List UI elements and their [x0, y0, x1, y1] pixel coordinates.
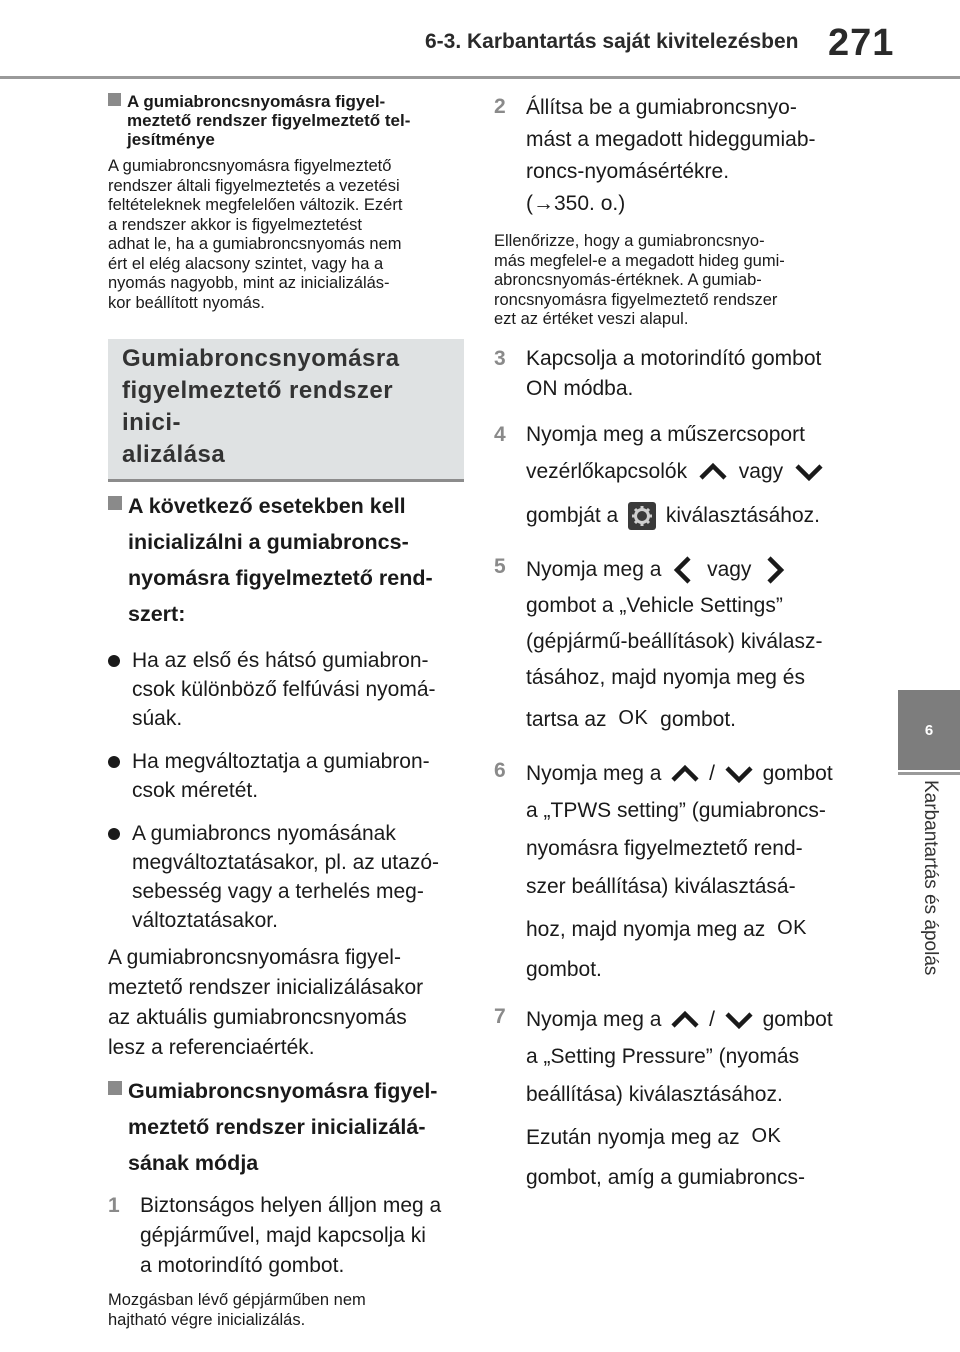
step-text: Ezután nyomja meg az	[526, 1125, 740, 1149]
warning-performance-heading	[108, 92, 464, 149]
step-number: 4	[494, 422, 506, 446]
text-line: A gumiabroncsnyomásra figyel-	[108, 946, 401, 969]
square-bullet-icon	[108, 496, 122, 510]
step-line: gépjárművel, majd kapcsolja ki	[140, 1224, 426, 1247]
chevron-up-icon	[667, 1009, 703, 1031]
text-line: A gumiabroncsnyomásra figyelmeztető	[108, 157, 392, 175]
text-line: ért el elég alacsony szintet, vagy ha a	[108, 254, 384, 273]
bullet-line: Ha az első és hátsó gumiabron-	[132, 649, 429, 672]
step-line: (gépjármű-beállítások) kiválasz-	[526, 629, 823, 653]
step-text: kiválasztásához.	[665, 503, 820, 527]
step-line: Nyomja meg a műszercsoport	[526, 422, 805, 446]
step-number: 2	[494, 95, 506, 118]
heading-line: A következő esetekben kell	[128, 494, 406, 518]
square-bullet-icon	[108, 1081, 122, 1095]
step-line: roncs-nyomásértékre.	[526, 160, 730, 183]
page-number: 271	[828, 22, 895, 64]
bullet-dot-icon	[108, 756, 120, 768]
step-text: gombot	[762, 761, 833, 785]
step-line: mást a megadott hideggumiab-	[526, 128, 816, 151]
step-line: Állítsa be a gumiabroncsnyo-	[526, 96, 797, 119]
step-2-note	[494, 232, 850, 330]
step-line: gombot, amíg a gumiabroncs-	[526, 1165, 805, 1189]
square-bullet-icon	[108, 93, 121, 106]
text-line: rendszer általi figyelmeztetés a vezetési	[108, 176, 400, 195]
step-text: vagy	[707, 557, 752, 581]
step-text: Nyomja meg a	[526, 557, 662, 581]
header-title: 6-3. Karbantartás saját kivitelezésben	[425, 30, 799, 53]
step-text: vezérlőkapcsolók	[526, 459, 688, 483]
ok-button-symbol: OK	[751, 1124, 782, 1147]
chevron-right-icon	[757, 554, 791, 586]
chapter-tab-rule	[898, 772, 960, 775]
step-text: Nyomja meg a	[526, 1007, 662, 1031]
chevron-down-icon	[721, 763, 757, 785]
section-title-line: alizálása	[122, 441, 226, 468]
chevron-up-icon	[667, 763, 703, 785]
step-line: beállítása) kiválasztásához.	[526, 1082, 783, 1106]
chevron-left-icon	[667, 554, 701, 586]
step-text: Nyomja meg a	[526, 761, 662, 785]
note-line: hajtható végre inicializálás.	[108, 1310, 306, 1329]
step-number: 7	[494, 1004, 506, 1028]
text-line: lesz a referenciaérték.	[108, 1036, 315, 1059]
step-line: a „Setting Pressure” (nyomás	[526, 1044, 800, 1068]
step-line: ON módba.	[526, 376, 634, 400]
bullet-item	[108, 646, 464, 733]
bullet-line: csok méretét.	[132, 779, 259, 802]
note-line: Mozgásban lévő gépjárműben nem	[108, 1291, 366, 1309]
text-line: az aktuális gumiabroncsnyomás	[108, 1006, 407, 1029]
text-line: meztető rendszer inicializálásakor	[108, 976, 424, 999]
right-column	[494, 92, 850, 1196]
step-1	[108, 1191, 464, 1281]
step-line: Kapcsolja a motorindító gombot	[526, 346, 822, 370]
bullet-item	[108, 819, 464, 935]
section-title-line: figyelmeztető rendszer inici-	[122, 377, 394, 436]
step-2	[494, 92, 850, 220]
step-line: nyomásra figyelmeztető rend-	[526, 836, 803, 860]
bullet-item	[108, 747, 464, 805]
text-line: adhat le, ha a gumiabroncsnyomás nem	[108, 235, 402, 253]
initialization-method-heading	[108, 1073, 464, 1181]
step-1-note	[108, 1291, 464, 1330]
step-5	[494, 552, 850, 742]
step-text: /	[709, 1007, 715, 1031]
step-number: 6	[494, 758, 506, 782]
text-line: a rendszer akkor is figyelmeztetést	[108, 215, 363, 234]
heading-line: inicializálni a gumiabroncs-	[128, 530, 409, 554]
note-line: abroncsnyomás-értéknek. A gumiab-	[494, 271, 762, 289]
heading-line: sának módja	[128, 1151, 259, 1175]
bullet-line: változtatásakor.	[132, 909, 278, 932]
heading-line: nyomásra figyelmeztető rend-	[128, 566, 433, 590]
step-text: /	[709, 761, 715, 785]
step-4	[494, 420, 850, 538]
bullet-line: súak.	[132, 707, 183, 730]
chevron-down-icon	[721, 1009, 757, 1031]
bullet-line: sebesség vagy a terhelés meg-	[132, 880, 424, 903]
note-line: Ellenőrizze, hogy a gumiabroncsnyo-	[494, 232, 765, 250]
step-number: 3	[494, 346, 506, 370]
text-line: kor beállított nyomás.	[108, 293, 265, 312]
left-column	[108, 92, 464, 1330]
step-line: tásához, majd nyomja meg és	[526, 665, 805, 689]
ok-button-symbol: OK	[777, 916, 808, 939]
bullet-dot-icon	[108, 655, 120, 667]
heading-line: A gumiabroncsnyomásra figyel-	[127, 92, 386, 111]
chapter-tab-label: Karbantartás és ápolás	[920, 780, 941, 976]
bullet-dot-icon	[108, 828, 120, 840]
text-line: nyomás nagyobb, mint az inicializálás-	[108, 274, 390, 292]
step-text: tartsa az	[526, 707, 607, 731]
when-to-initialize-heading	[108, 488, 464, 632]
step-3	[494, 344, 850, 404]
bullet-line: megváltoztatásakor, pl. az utazó-	[132, 851, 439, 874]
heading-line: jesítménye	[127, 130, 215, 149]
step-line: a „TPWS setting” (gumiabroncs-	[526, 798, 826, 822]
step-6	[494, 756, 850, 988]
step-text: gombját a	[526, 503, 619, 527]
text-line: feltételeknek megfelelően változik. Ezért	[108, 196, 403, 214]
chapter-tab-number: 6	[898, 690, 960, 770]
note-line: ezt az értéket veszi alapul.	[494, 310, 689, 328]
step-number: 5	[494, 554, 506, 578]
step-line: szer beállítása) kiválasztásá-	[526, 874, 796, 898]
heading-line: meztető rendszer inicializálá-	[128, 1115, 426, 1139]
step-number: 1	[108, 1194, 120, 1217]
bullet-line: csok különböző felfúvási nyomá-	[132, 678, 436, 701]
step-line: gombot.	[526, 957, 602, 981]
section-title-line: Gumiabroncsnyomásra	[122, 345, 400, 372]
step-text: hoz, majd nyomja meg az	[526, 917, 766, 941]
step-line: a motorindító gombot.	[140, 1254, 345, 1277]
chevron-down-icon	[789, 461, 829, 483]
heading-line: szert:	[128, 602, 186, 626]
note-line: más megfelel-e a megadott hideg gumi-	[494, 251, 785, 270]
step-text: gombot.	[660, 707, 737, 731]
heading-line: Gumiabroncsnyomásra figyel-	[128, 1079, 438, 1103]
ok-button-symbol: OK	[618, 706, 649, 729]
heading-line: meztető rendszer figyelmeztető tel-	[127, 111, 411, 130]
note-line: roncsnyomásra figyelmeztető rendszer	[494, 290, 778, 309]
warning-performance-text	[108, 157, 464, 313]
reference-value-text	[108, 943, 464, 1063]
chevron-up-icon	[693, 461, 733, 483]
bullet-line: A gumiabroncs nyomásának	[132, 822, 396, 845]
step-line: gombot a „Vehicle Settings”	[526, 593, 783, 617]
step-7	[494, 1002, 850, 1196]
step-text: vagy	[738, 459, 784, 483]
step-line: Biztonságos helyen álljon meg a	[140, 1194, 442, 1217]
bullet-line: Ha megváltoztatja a gumiabron-	[132, 750, 430, 773]
step-text: gombot	[762, 1007, 833, 1031]
page-reference: (→350. o.)	[526, 192, 626, 215]
section-title-box	[108, 339, 464, 482]
header-rule	[0, 76, 960, 79]
gear-icon	[628, 502, 656, 530]
